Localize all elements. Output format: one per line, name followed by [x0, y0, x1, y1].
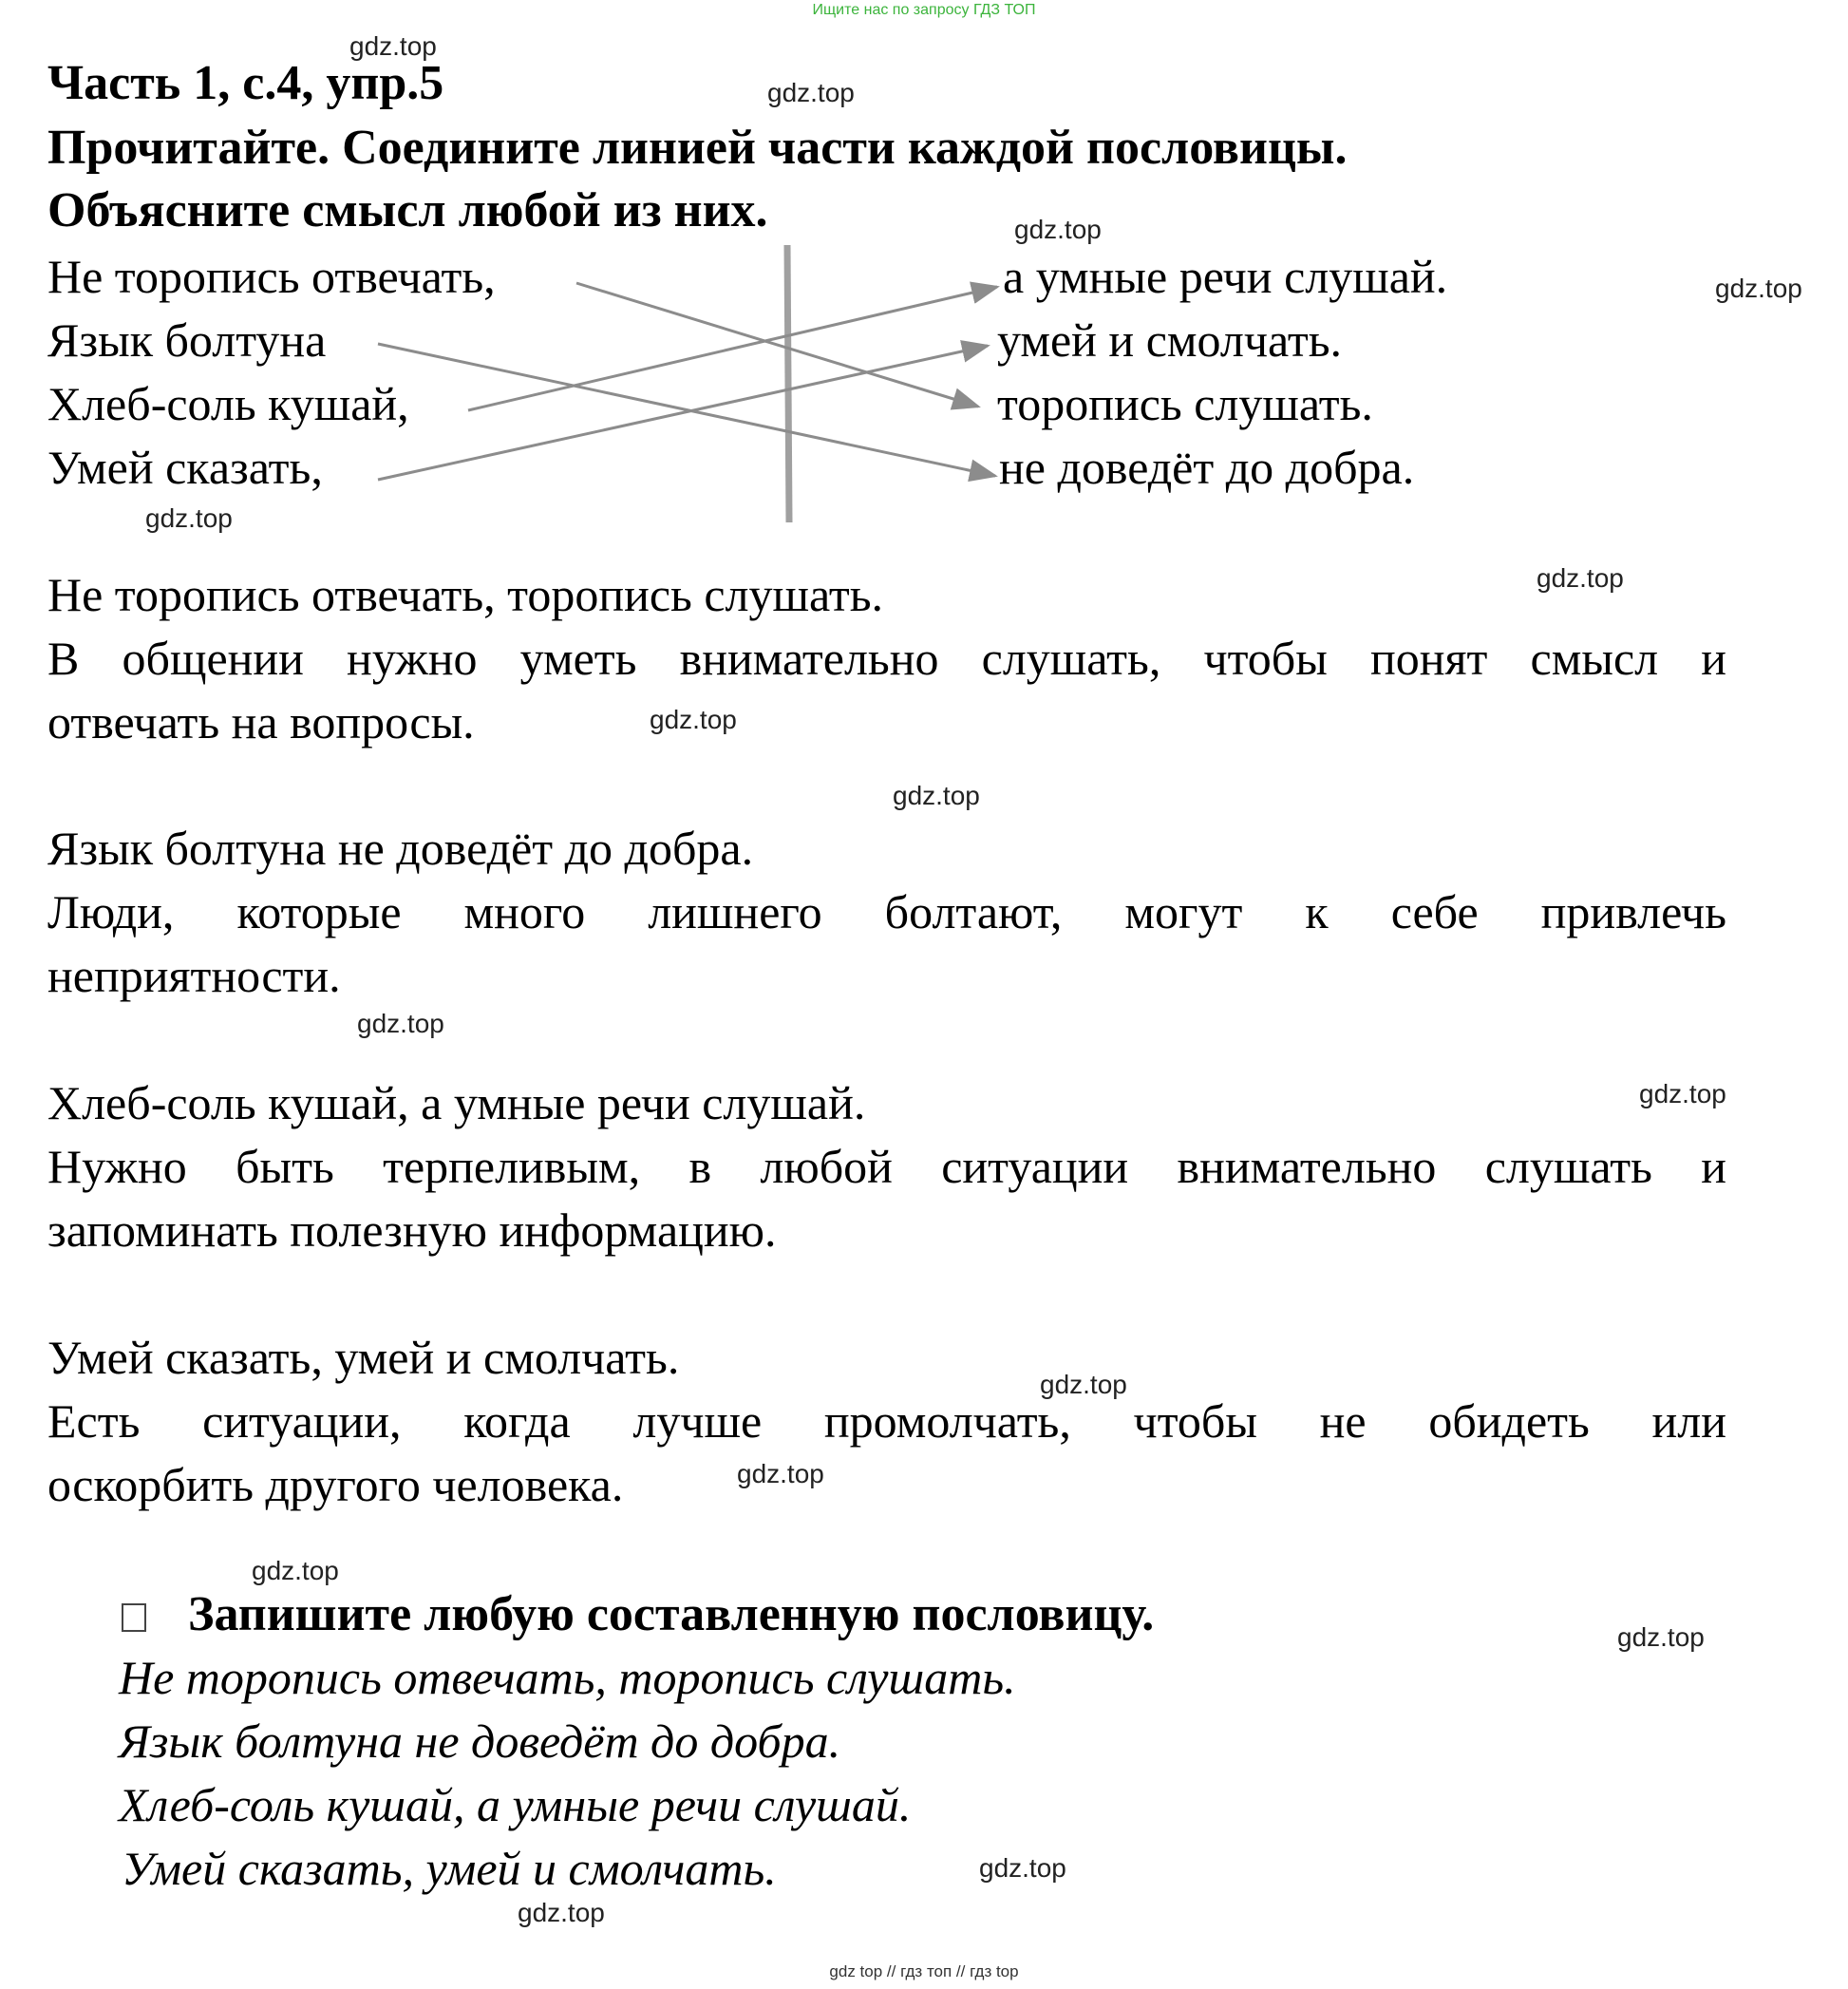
- arrow-ne-toropis: [576, 283, 978, 407]
- left-part-4: Умей сказать,: [47, 441, 323, 494]
- watermark: gdz.top: [1537, 563, 1624, 593]
- proverb-3: Хлеб-соль кушай, а умные речи слушай.: [47, 1076, 866, 1129]
- explanation-3-line-1: Нужно быть терпеливым, в любой ситуации внимательно слушать и: [47, 1140, 1726, 1193]
- watermark: gdz.top: [979, 1853, 1066, 1883]
- watermark: gdz.top: [893, 781, 980, 810]
- watermark: gdz.top: [252, 1556, 339, 1585]
- explanation-4-line-2: оскорбить другого человека.: [47, 1458, 624, 1511]
- watermark: gdz.top: [650, 705, 737, 734]
- answer-1: Не торопись отвечать, торопись слушать.: [119, 1651, 1016, 1704]
- watermark: gdz.top: [145, 503, 233, 533]
- explanation-3-line-2: запоминать полезную информацию.: [47, 1203, 777, 1257]
- right-part-3: торопись слушать.: [997, 377, 1373, 430]
- proverb-1: Не торопись отвечать, торопись слушать.: [47, 568, 884, 621]
- answer-3: Хлеб-соль кушай, а умные речи слушай.: [119, 1778, 912, 1831]
- right-part-4: не доведёт до добра.: [999, 441, 1415, 494]
- left-part-2: Язык болтуна: [47, 313, 327, 367]
- watermark: gdz.top: [1040, 1370, 1127, 1399]
- instruction-line-1: Прочитайте. Соедините линией части каждой пословицы.: [47, 121, 1348, 175]
- answer-2: Язык болтуна не доведёт до добра.: [119, 1714, 841, 1768]
- left-part-1: Не торопись отвечать,: [47, 250, 496, 303]
- proverb-2: Язык болтуна не доведёт до добра.: [47, 822, 754, 875]
- arrow-umei-skazat: [378, 346, 988, 480]
- instruction-line-2: Объясните смысл любой из них.: [47, 183, 768, 237]
- watermark: gdz.top: [1014, 215, 1102, 244]
- explanation-2-line-1: Люди, которые много лишнего болтают, могут к себе привлечь: [47, 885, 1726, 938]
- task-checkbox[interactable]: [122, 1603, 146, 1632]
- explanation-1-line-2: отвечать на вопросы.: [47, 695, 475, 748]
- explanation-1-line-1: В общении нужно уметь внимательно слушать, чтобы понят смысл и: [47, 632, 1726, 685]
- watermark: gdz.top: [1715, 274, 1802, 303]
- watermark: gdz.top: [518, 1898, 605, 1927]
- watermark: gdz.top: [349, 31, 437, 61]
- top-banner: Ищите нас по запросу ГДЗ ТОП: [812, 2, 1036, 18]
- proverb-4: Умей сказать, умей и смолчать.: [47, 1331, 680, 1384]
- right-part-2: умей и смолчать.: [997, 313, 1343, 367]
- left-part-3: Хлеб-соль кушай,: [47, 377, 409, 430]
- exercise-title: Часть 1, с.4, упр.5: [47, 56, 444, 110]
- bottom-banner: gdz top // гдз топ // гдз top: [829, 1962, 1019, 1980]
- explanation-4-line-1: Есть ситуации, когда лучше промолчать, чтобы не обидеть или: [47, 1394, 1726, 1448]
- task-label: Запишите любую составленную пословицу.: [188, 1587, 1155, 1641]
- explanation-2-line-2: неприятности.: [47, 949, 341, 1002]
- watermark: gdz.top: [1617, 1622, 1705, 1652]
- divider-line: [787, 245, 789, 522]
- watermark: gdz.top: [767, 78, 855, 107]
- watermark: gdz.top: [1639, 1079, 1726, 1108]
- watermark: gdz.top: [357, 1009, 444, 1038]
- answer-4: Умей сказать, умей и смолчать.: [122, 1842, 777, 1895]
- arrow-hleb-sol: [468, 287, 997, 410]
- right-part-1: а умные речи слушай.: [1003, 250, 1448, 303]
- watermark: gdz.top: [737, 1459, 824, 1488]
